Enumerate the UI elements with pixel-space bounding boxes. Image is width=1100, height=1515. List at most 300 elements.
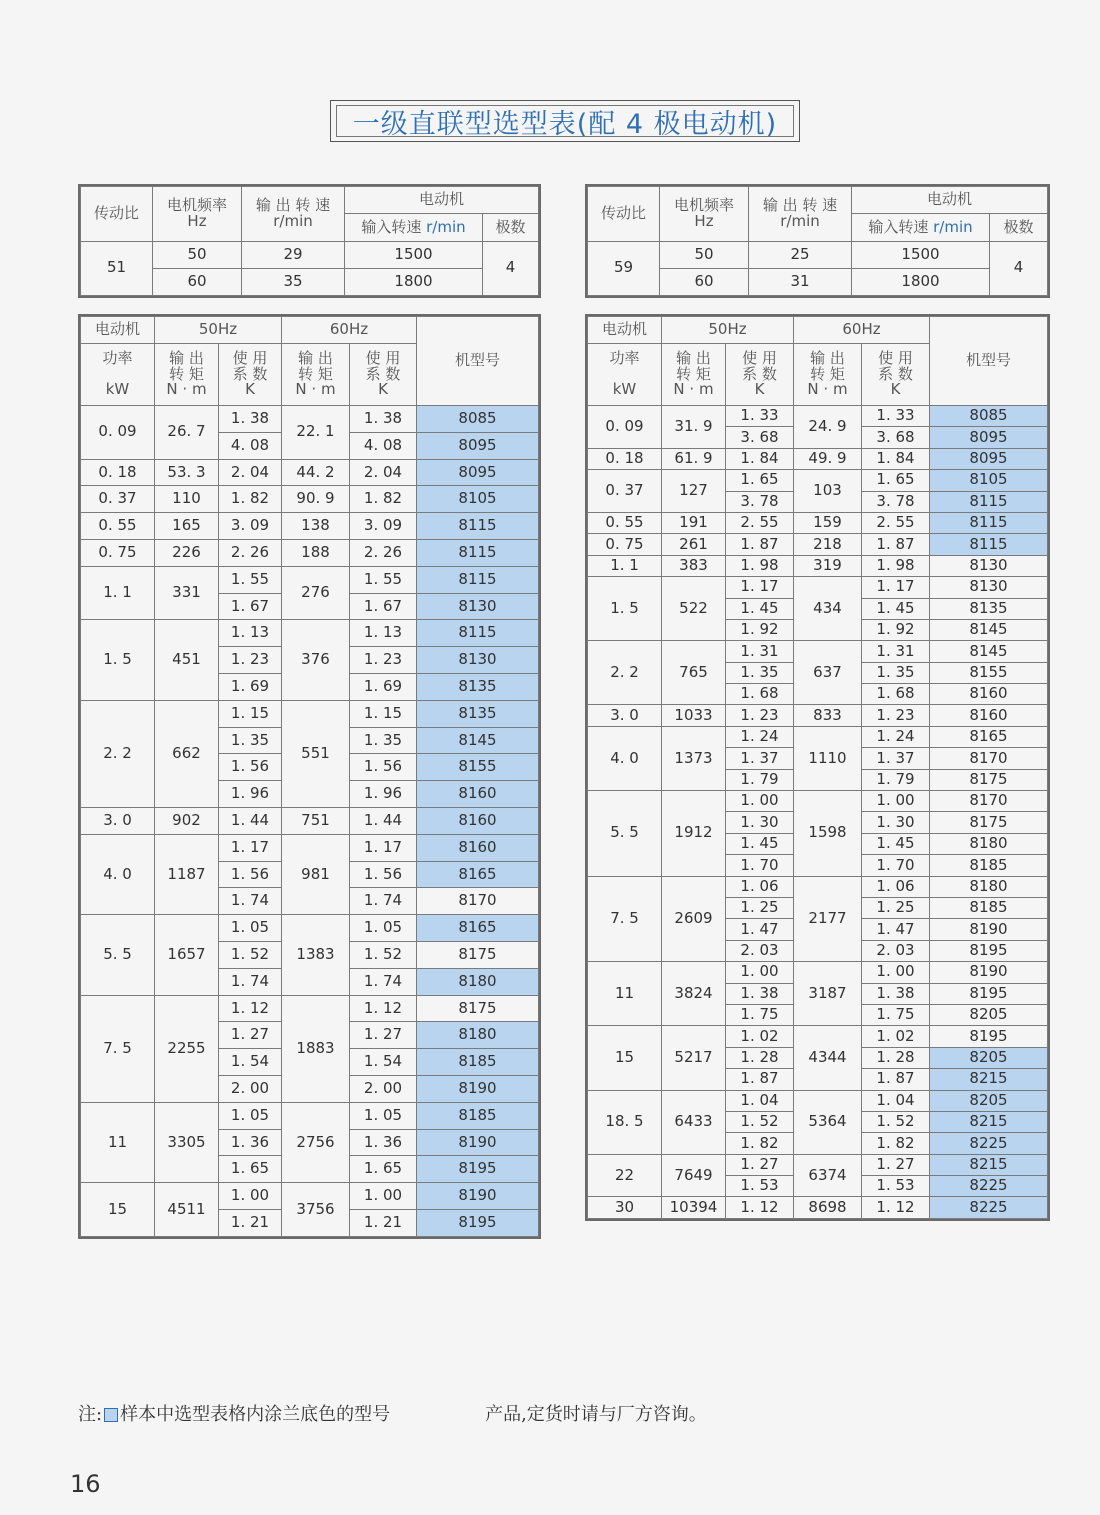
hz50-label: 50Hz — [662, 317, 794, 344]
poles-value: 4 — [483, 241, 539, 296]
sf-50hz: 2. 00 — [219, 1075, 282, 1102]
power-value: 1. 1 — [81, 566, 155, 620]
table-row — [588, 1026, 1048, 1047]
ratio-value: 59 — [588, 241, 660, 296]
sf-60hz: 2. 04 — [350, 459, 417, 486]
sf-50hz: 1. 38 — [726, 983, 794, 1004]
model-number: 8190 — [417, 1075, 539, 1102]
power-value: 5. 5 — [81, 915, 155, 995]
right-summary-table — [587, 186, 1048, 296]
sf-50hz: 1. 24 — [726, 726, 794, 747]
model-number: 8165 — [417, 915, 539, 942]
model-number: 8115 — [417, 513, 539, 540]
torque-60hz: 376 — [282, 620, 350, 700]
power-value: 1. 1 — [588, 555, 662, 576]
power-value: 7. 5 — [81, 995, 155, 1102]
torque-60hz: 4344 — [794, 1026, 862, 1090]
table-row — [588, 641, 1048, 662]
power-value: 22 — [588, 1154, 662, 1197]
power-value: 30 — [588, 1197, 662, 1218]
table-row — [81, 834, 539, 861]
torque-60hz: 751 — [282, 807, 350, 834]
torque-60hz: 103 — [794, 470, 862, 513]
torque-50hz: 1187 — [155, 834, 219, 914]
sf-60hz: 1. 75 — [862, 1004, 930, 1025]
sf-60hz: 1. 36 — [350, 1129, 417, 1156]
torque-50hz: 2255 — [155, 995, 219, 1102]
power-value: 0. 75 — [81, 539, 155, 566]
freq-value: 60 — [153, 268, 242, 295]
sf-60hz: 1. 96 — [350, 781, 417, 808]
model-number: 8190 — [930, 962, 1048, 983]
hz50-label: 50Hz — [155, 317, 282, 344]
power-value: 0. 37 — [81, 486, 155, 513]
sf-60hz: 1. 37 — [862, 748, 930, 769]
sf-50hz: 1. 23 — [726, 705, 794, 726]
sf-50hz: 1. 17 — [726, 577, 794, 598]
torque-60hz: 188 — [282, 539, 350, 566]
model-number: 8175 — [417, 941, 539, 968]
power-value: 2. 2 — [81, 700, 155, 807]
model-number: 8130 — [930, 555, 1048, 576]
sf-60hz: 1. 98 — [862, 555, 930, 576]
torque-60hz: 319 — [794, 555, 862, 576]
sf-60hz: 1. 65 — [862, 470, 930, 491]
model-number: 8115 — [417, 620, 539, 647]
model-number: 8145 — [930, 641, 1048, 662]
torque-60hz: 551 — [282, 700, 350, 807]
model-number: 8180 — [417, 968, 539, 995]
model-number: 8180 — [930, 876, 1048, 897]
power-value: 3. 0 — [588, 705, 662, 726]
sf-50hz: 1. 31 — [726, 641, 794, 662]
sf-50hz: 1. 00 — [726, 791, 794, 812]
power-label: 功率 kW — [81, 344, 155, 406]
power-value: 11 — [81, 1102, 155, 1182]
sf-60hz: 2. 55 — [862, 512, 930, 533]
sf-60hz: 1. 17 — [862, 577, 930, 598]
model-number: 8190 — [417, 1183, 539, 1210]
torque-60hz: 49. 9 — [794, 448, 862, 469]
sf-50hz: 1. 27 — [219, 1022, 282, 1049]
sf-60hz: 1. 21 — [350, 1209, 417, 1236]
torque-50hz: 10394 — [662, 1197, 726, 1218]
torque-60hz: 5364 — [794, 1090, 862, 1154]
sf-50hz: 1. 36 — [219, 1129, 282, 1156]
model-number: 8105 — [930, 470, 1048, 491]
model-number: 8160 — [417, 781, 539, 808]
sf-50hz: 1. 12 — [726, 1197, 794, 1218]
sf-50hz: 1. 06 — [726, 876, 794, 897]
table-row — [588, 1090, 1048, 1111]
sf-50hz: 2. 55 — [726, 512, 794, 533]
sf-50hz: 1. 47 — [726, 919, 794, 940]
sf-50hz: 1. 79 — [726, 769, 794, 790]
sf-50hz: 1. 00 — [726, 962, 794, 983]
sf-60hz: 1. 69 — [350, 673, 417, 700]
in-speed-value: 1500 — [852, 241, 990, 268]
sf-60hz: 1. 25 — [862, 897, 930, 918]
table-row — [588, 534, 1048, 555]
sf-50hz: 1. 00 — [219, 1183, 282, 1210]
freq-value: 50 — [153, 241, 242, 268]
torque-60hz: 1383 — [282, 915, 350, 995]
sf-50hz: 1. 02 — [726, 1026, 794, 1047]
freq-value: 60 — [660, 268, 749, 295]
torque-60hz: 434 — [794, 577, 862, 641]
torque-60hz: 637 — [794, 641, 862, 705]
motor-label: 电动机 — [345, 187, 539, 214]
model-number: 8095 — [417, 432, 539, 459]
sf-60hz: 1. 15 — [350, 700, 417, 727]
table-row — [588, 876, 1048, 897]
model-number: 8205 — [930, 1090, 1048, 1111]
sf-60hz: 1. 54 — [350, 1049, 417, 1076]
model-number: 8095 — [930, 448, 1048, 469]
sf-50hz: 1. 05 — [219, 915, 282, 942]
sf-50hz: 1. 45 — [726, 833, 794, 854]
sf-50hz: 1. 53 — [726, 1176, 794, 1197]
model-number: 8105 — [417, 486, 539, 513]
model-number: 8175 — [930, 769, 1048, 790]
model-number: 8195 — [930, 983, 1048, 1004]
torque-50hz: 1033 — [662, 705, 726, 726]
model-number: 8165 — [417, 861, 539, 888]
model-number: 8225 — [930, 1176, 1048, 1197]
model-label: 机型号 — [417, 317, 539, 406]
model-number: 8145 — [930, 619, 1048, 640]
sf-50hz: 1. 05 — [219, 1102, 282, 1129]
sf-50hz: 1. 45 — [726, 598, 794, 619]
motor-col-label: 电动机 — [81, 317, 155, 344]
torque-label: 输 出 转 矩 N · m — [662, 344, 726, 406]
sf-60hz: 1. 23 — [350, 647, 417, 674]
sf-50hz: 1. 92 — [726, 619, 794, 640]
sf-60hz: 1. 53 — [862, 1176, 930, 1197]
sf-60hz: 1. 47 — [862, 919, 930, 940]
freq-label: 电机频率 Hz — [153, 187, 242, 242]
footnote: 注: 样本中选型表格内涂兰底色的型号 产品,定货时请与厂方咨询。 — [78, 1404, 707, 1425]
sf-60hz: 1. 44 — [350, 807, 417, 834]
service-factor-label: 使 用 系 数 K — [350, 344, 417, 406]
torque-60hz: 981 — [282, 834, 350, 914]
table-row — [81, 700, 539, 727]
sf-60hz: 1. 52 — [862, 1111, 930, 1132]
table-row — [588, 1197, 1048, 1218]
sf-60hz: 1. 70 — [862, 855, 930, 876]
sf-60hz: 1. 82 — [350, 486, 417, 513]
ratio-label: 传动比 — [588, 187, 660, 242]
torque-50hz: 3824 — [662, 962, 726, 1026]
power-value: 2. 2 — [588, 641, 662, 705]
sf-50hz: 1. 38 — [219, 406, 282, 433]
table-row — [588, 705, 1048, 726]
model-number: 8180 — [930, 833, 1048, 854]
sf-50hz: 1. 87 — [726, 1069, 794, 1090]
sf-60hz: 1. 12 — [862, 1197, 930, 1218]
table-row — [81, 406, 539, 433]
ratio-label: 传动比 — [81, 187, 153, 242]
table-row — [588, 470, 1048, 491]
torque-50hz: 110 — [155, 486, 219, 513]
model-number: 8195 — [930, 1026, 1048, 1047]
model-number: 8160 — [417, 834, 539, 861]
model-number: 8190 — [930, 919, 1048, 940]
model-number: 8170 — [930, 791, 1048, 812]
model-number: 8195 — [417, 1209, 539, 1236]
table-row — [81, 1102, 539, 1129]
hz60-label: 60Hz — [282, 317, 417, 344]
model-number: 8160 — [930, 705, 1048, 726]
model-number: 8115 — [930, 534, 1048, 555]
out-speed-value: 35 — [242, 268, 345, 295]
sf-60hz: 1. 24 — [862, 726, 930, 747]
model-number: 8170 — [930, 748, 1048, 769]
torque-50hz: 191 — [662, 512, 726, 533]
sf-60hz: 1. 04 — [862, 1090, 930, 1111]
power-value: 7. 5 — [588, 876, 662, 962]
model-number: 8130 — [930, 577, 1048, 598]
sf-50hz: 1. 54 — [219, 1049, 282, 1076]
table-row — [81, 459, 539, 486]
model-number: 8225 — [930, 1133, 1048, 1154]
sf-60hz: 1. 27 — [862, 1154, 930, 1175]
service-factor-label: 使 用 系 数 K — [862, 344, 930, 406]
sf-60hz: 1. 52 — [350, 941, 417, 968]
power-value: 3. 0 — [81, 807, 155, 834]
page-title: 一级直联型选型表(配 4 极电动机) — [352, 108, 778, 140]
sf-60hz: 1. 79 — [862, 769, 930, 790]
out-speed-label: 输 出 转 速 r/min — [242, 187, 345, 242]
sf-50hz: 2. 26 — [219, 539, 282, 566]
sf-60hz: 1. 74 — [350, 968, 417, 995]
sf-60hz: 1. 38 — [350, 406, 417, 433]
torque-50hz: 165 — [155, 513, 219, 540]
sf-60hz: 1. 05 — [350, 915, 417, 942]
sf-50hz: 1. 15 — [219, 700, 282, 727]
sf-50hz: 3. 09 — [219, 513, 282, 540]
sf-50hz: 3. 78 — [726, 491, 794, 512]
sf-60hz: 1. 12 — [350, 995, 417, 1022]
poles-label: 极数 — [990, 214, 1048, 241]
table-row — [588, 512, 1048, 533]
torque-50hz: 5217 — [662, 1026, 726, 1090]
sf-60hz: 1. 74 — [350, 888, 417, 915]
model-number: 8155 — [930, 662, 1048, 683]
model-number: 8160 — [417, 807, 539, 834]
power-value: 15 — [588, 1026, 662, 1090]
sf-60hz: 1. 02 — [862, 1026, 930, 1047]
power-value: 0. 55 — [588, 512, 662, 533]
torque-60hz: 22. 1 — [282, 406, 350, 460]
torque-60hz: 159 — [794, 512, 862, 533]
torque-60hz: 3187 — [794, 962, 862, 1026]
out-speed-label: 输 出 转 速 r/min — [749, 187, 852, 242]
model-number: 8115 — [417, 566, 539, 593]
power-value: 15 — [81, 1183, 155, 1237]
sf-50hz: 1. 67 — [219, 593, 282, 620]
sf-60hz: 2. 00 — [350, 1075, 417, 1102]
table-row — [588, 791, 1048, 812]
sf-50hz: 4. 08 — [219, 432, 282, 459]
sf-60hz: 1. 56 — [350, 861, 417, 888]
torque-label: 输 出 转 矩 N · m — [155, 344, 219, 406]
sf-60hz: 4. 08 — [350, 432, 417, 459]
model-label: 机型号 — [930, 317, 1048, 406]
torque-60hz: 44. 2 — [282, 459, 350, 486]
table-row — [81, 566, 539, 593]
model-number: 8095 — [417, 459, 539, 486]
sf-60hz: 1. 65 — [350, 1156, 417, 1183]
power-value: 11 — [588, 962, 662, 1026]
model-number: 8205 — [930, 1004, 1048, 1025]
sf-50hz: 1. 23 — [219, 647, 282, 674]
sf-60hz: 1. 67 — [350, 593, 417, 620]
torque-50hz: 451 — [155, 620, 219, 700]
in-speed-value: 1500 — [345, 241, 483, 268]
model-number: 8180 — [417, 1022, 539, 1049]
sf-60hz: 1. 00 — [350, 1183, 417, 1210]
sf-60hz: 1. 35 — [350, 727, 417, 754]
sf-50hz: 1. 96 — [219, 781, 282, 808]
sf-50hz: 1. 35 — [219, 727, 282, 754]
sf-60hz: 1. 06 — [862, 876, 930, 897]
sf-60hz: 1. 56 — [350, 754, 417, 781]
sf-50hz: 1. 69 — [219, 673, 282, 700]
sf-60hz: 1. 30 — [862, 812, 930, 833]
model-number: 8195 — [930, 940, 1048, 961]
table-row — [81, 807, 539, 834]
sf-50hz: 1. 56 — [219, 754, 282, 781]
freq-value: 50 — [660, 241, 749, 268]
table-row — [588, 577, 1048, 598]
power-value: 0. 18 — [588, 448, 662, 469]
sf-60hz: 1. 23 — [862, 705, 930, 726]
sf-50hz: 1. 84 — [726, 448, 794, 469]
torque-50hz: 662 — [155, 700, 219, 807]
sf-60hz: 1. 33 — [862, 406, 930, 427]
torque-60hz: 276 — [282, 566, 350, 620]
torque-50hz: 522 — [662, 577, 726, 641]
model-number: 8085 — [930, 406, 1048, 427]
sf-60hz: 1. 68 — [862, 684, 930, 705]
torque-60hz: 24. 9 — [794, 406, 862, 449]
torque-50hz: 1373 — [662, 726, 726, 790]
sf-60hz: 3. 09 — [350, 513, 417, 540]
model-number: 8225 — [930, 1197, 1048, 1218]
torque-60hz: 2756 — [282, 1102, 350, 1182]
model-number: 8130 — [417, 647, 539, 674]
model-number: 8185 — [930, 855, 1048, 876]
model-number: 8145 — [417, 727, 539, 754]
in-speed-label: 输入转速 r/min — [345, 214, 483, 241]
sf-60hz: 1. 31 — [862, 641, 930, 662]
sf-60hz: 1. 84 — [862, 448, 930, 469]
sf-50hz: 1. 04 — [726, 1090, 794, 1111]
table-row — [81, 915, 539, 942]
sf-50hz: 1. 17 — [219, 834, 282, 861]
sf-50hz: 2. 03 — [726, 940, 794, 961]
sf-60hz: 1. 92 — [862, 619, 930, 640]
sf-60hz: 2. 26 — [350, 539, 417, 566]
torque-50hz: 1912 — [662, 791, 726, 877]
sf-60hz: 1. 17 — [350, 834, 417, 861]
torque-60hz: 2177 — [794, 876, 862, 962]
model-number: 8185 — [930, 897, 1048, 918]
sf-50hz: 1. 33 — [726, 406, 794, 427]
torque-50hz: 3305 — [155, 1102, 219, 1182]
sf-50hz: 1. 82 — [219, 486, 282, 513]
sf-50hz: 1. 68 — [726, 684, 794, 705]
torque-50hz: 53. 3 — [155, 459, 219, 486]
model-number: 8095 — [930, 427, 1048, 448]
sf-50hz: 1. 27 — [726, 1154, 794, 1175]
sf-50hz: 1. 74 — [219, 888, 282, 915]
torque-50hz: 31. 9 — [662, 406, 726, 449]
table-row — [588, 1154, 1048, 1175]
sf-60hz: 1. 05 — [350, 1102, 417, 1129]
sf-50hz: 1. 56 — [219, 861, 282, 888]
table-row — [81, 539, 539, 566]
sf-60hz: 1. 87 — [862, 534, 930, 555]
sf-50hz: 1. 44 — [219, 807, 282, 834]
sf-60hz: 1. 00 — [862, 962, 930, 983]
torque-50hz: 61. 9 — [662, 448, 726, 469]
sf-50hz: 1. 37 — [726, 748, 794, 769]
sf-50hz: 3. 68 — [726, 427, 794, 448]
sf-50hz: 1. 21 — [219, 1209, 282, 1236]
model-number: 8185 — [417, 1102, 539, 1129]
torque-50hz: 1657 — [155, 915, 219, 995]
sf-50hz: 1. 55 — [219, 566, 282, 593]
sf-50hz: 1. 28 — [726, 1047, 794, 1068]
table-row — [588, 448, 1048, 469]
out-speed-value: 31 — [749, 268, 852, 295]
torque-60hz: 1883 — [282, 995, 350, 1102]
sf-50hz: 2. 04 — [219, 459, 282, 486]
sf-60hz: 1. 28 — [862, 1047, 930, 1068]
sf-60hz: 1. 87 — [862, 1069, 930, 1090]
sf-60hz: 1. 45 — [862, 833, 930, 854]
service-factor-label: 使 用 系 数 K — [726, 344, 794, 406]
torque-60hz: 8698 — [794, 1197, 862, 1218]
page-number: 16 — [70, 1470, 101, 1498]
power-value: 0. 37 — [588, 470, 662, 513]
torque-50hz: 902 — [155, 807, 219, 834]
model-number: 8115 — [930, 512, 1048, 533]
in-speed-value: 1800 — [852, 268, 990, 295]
table-row — [81, 620, 539, 647]
torque-60hz: 138 — [282, 513, 350, 540]
model-number: 8195 — [417, 1156, 539, 1183]
right-selection-table — [587, 316, 1048, 1219]
hz60-label: 60Hz — [794, 317, 930, 344]
power-value: 18. 5 — [588, 1090, 662, 1154]
model-number: 8155 — [417, 754, 539, 781]
model-number: 8130 — [417, 593, 539, 620]
sf-50hz: 1. 82 — [726, 1133, 794, 1154]
sf-50hz: 1. 52 — [726, 1111, 794, 1132]
service-factor-label: 使 用 系 数 K — [219, 344, 282, 406]
torque-50hz: 6433 — [662, 1090, 726, 1154]
left-selection-table — [80, 316, 539, 1237]
model-number: 8185 — [417, 1049, 539, 1076]
torque-50hz: 127 — [662, 470, 726, 513]
model-number: 8135 — [930, 598, 1048, 619]
sf-50hz: 1. 52 — [219, 941, 282, 968]
sf-60hz: 1. 82 — [862, 1133, 930, 1154]
torque-50hz: 26. 7 — [155, 406, 219, 460]
